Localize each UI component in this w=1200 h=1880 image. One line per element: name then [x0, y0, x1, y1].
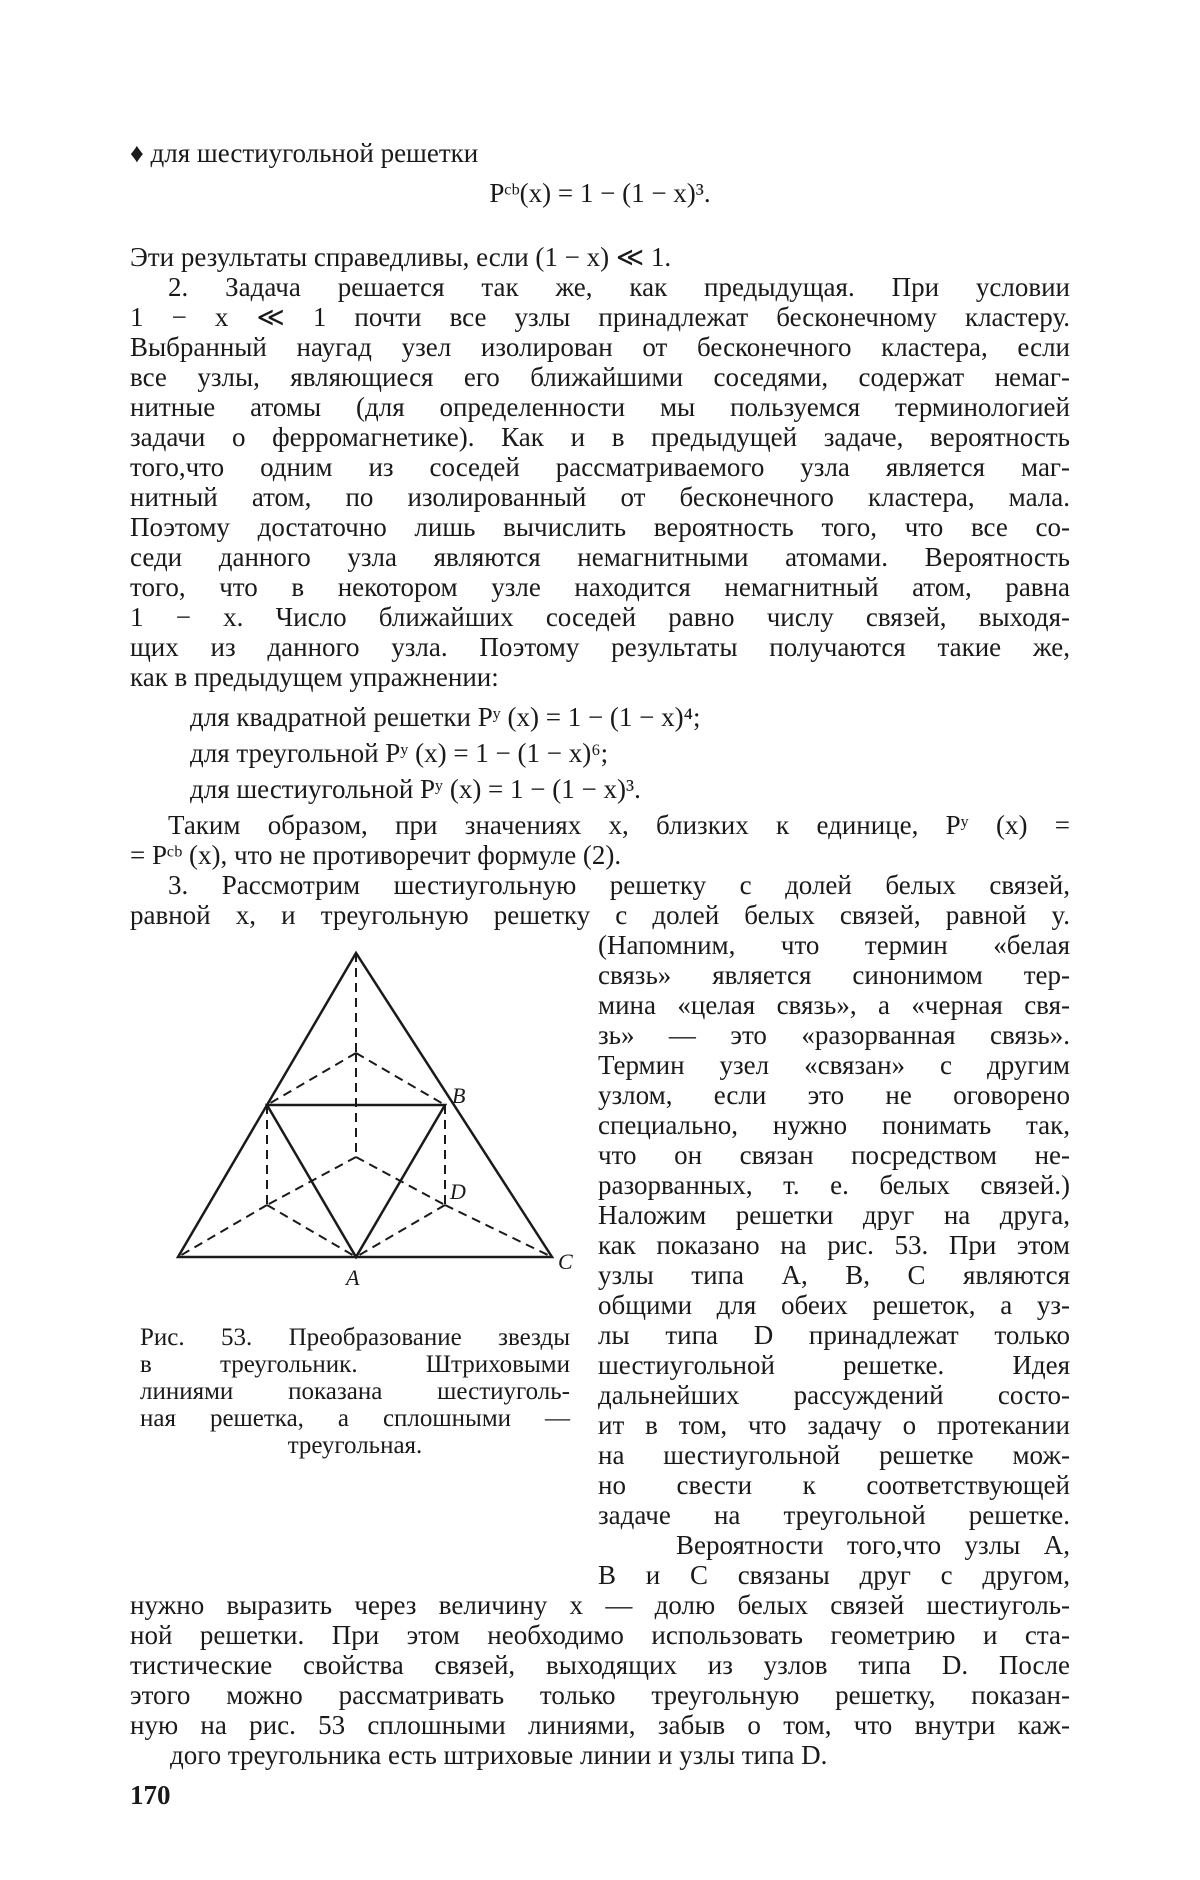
text-line: щих из данного узла. Поэтому результаты получаются такие же,: [130, 632, 1070, 662]
text-line: того, что в некотором узле находится немагнитный атом, равна: [130, 572, 1070, 602]
figure-label-b: B: [452, 1083, 465, 1108]
text-line: что он связан посредством не-: [598, 1140, 1070, 1170]
text-line: Наложим решетки друг на друга,: [598, 1200, 1070, 1230]
figure-53-star-triangle: [160, 905, 580, 1305]
solid-triangular-lattice: [178, 953, 552, 1257]
page-number: 170: [130, 1780, 171, 1811]
text-line: дого треугольника есть штриховые линии и узлы типа D.: [170, 1740, 1070, 1770]
text-line: дальнейших рассуждений состо-: [598, 1380, 1070, 1410]
figure-caption-line: треугольная.: [140, 1432, 570, 1459]
text-line: лы типа D принадлежат только: [598, 1320, 1070, 1350]
text-line: этого можно рассматривать только треугольную решетку, показан-: [130, 1680, 1070, 1710]
text-line: узлы типа A, B, C являются: [598, 1260, 1070, 1290]
text-line: как в предыдущем упражнении:: [130, 662, 1070, 692]
text-line: Эти результаты справедливы, если (1 − x) ≪ 1.: [130, 242, 1070, 272]
text-line: нитные атомы (для определенности мы пользуемся терминологией: [130, 392, 1070, 422]
text-line: связь» является синонимом тер-: [598, 960, 1070, 990]
figure-label-a: A: [344, 1265, 360, 1290]
text-line: = Pᶜᵇ (x), что не противоречит формуле (2).: [130, 840, 1070, 870]
text-line: узлом, если это не оговорено: [598, 1080, 1070, 1110]
text-line: шестиугольной решетке. Идея: [598, 1350, 1070, 1380]
figure-label-c: C: [558, 1249, 573, 1274]
text-line: ной решетки. При этом необходимо использовать геометрию и ста-: [130, 1620, 1070, 1650]
text-line: Таким образом, при значениях x, близких к единице, Pʸ (x) =: [168, 810, 1070, 840]
formula-triangular-site: для треугольной Pʸ (x) = 1 − (1 − x)⁶;: [190, 738, 1070, 768]
text-line: на шестиугольной решетке мож-: [598, 1440, 1070, 1470]
formula-hexagonal-site: для шестиугольной Pʸ (x) = 1 − (1 − x)³.: [190, 774, 1070, 804]
text-line: но свести к соответствующей: [598, 1470, 1070, 1500]
text-line: 3. Рассмотрим шестиугольную решетку с долей белых связей,: [168, 870, 1070, 900]
formula-square-site: для квадратной решетки Pʸ (x) = 1 − (1 − x)⁴;: [190, 702, 1070, 732]
text-line: равной x, и треугольную решетку с долей белых связей, равной y.: [130, 900, 1070, 930]
text-line: специально, нужно понимать так,: [598, 1110, 1070, 1140]
text-line: задаче на треугольной решетке.: [598, 1500, 1070, 1530]
text-line: все узлы, являющиеся его ближайшими соседями, содержат немаг-: [130, 362, 1070, 392]
text-line: разорванных, т. е. белых связей.): [598, 1170, 1070, 1200]
text-line: того,что одним из соседей рассматриваемого узла является маг-: [130, 452, 1070, 482]
figure-caption-line: линиями показана шестиуголь-: [140, 1378, 570, 1405]
text-line: 2. Задача решается так же, как предыдущая. При условии: [168, 272, 1070, 302]
text-line: ную на рис. 53 сплошными линиями, забыв о том, что внутри каж-: [130, 1710, 1070, 1740]
text-line: 1 − x ≪ 1 почти все узлы принадлежат бесконечному кластеру.: [130, 302, 1070, 332]
text-line: 1 − x. Число ближайших соседей равно числу связей, выходя-: [130, 602, 1070, 632]
text-line: как показано на рис. 53. При этом: [598, 1230, 1070, 1260]
figure-caption-line: Рис. 53. Преобразование звезды: [140, 1324, 570, 1351]
book-page: [0, 0, 1200, 1880]
text-line: нитный атом, по изолированный от бесконечного кластера, мала.: [130, 482, 1070, 512]
text-line: нужно выразить через величину x — долю белых связей шестиуголь-: [130, 1590, 1070, 1620]
text-line: Выбранный наугад узел изолирован от бесконечного кластера, если: [130, 332, 1070, 362]
figure-caption-line: в треугольник. Штриховыми: [140, 1351, 570, 1378]
text-line: общими для обеих решеток, а уз-: [598, 1290, 1070, 1320]
text-line: зь» — это «разорванная связь».: [598, 1020, 1070, 1050]
formula-hexagonal-bond: Pᶜᵇ(x) = 1 − (1 − x)³.: [130, 178, 1070, 208]
text-line: Вероятности того,что узлы A,: [676, 1530, 1070, 1560]
figure-label-d: D: [449, 1179, 466, 1204]
text-line: ит в том, что задачу о протекании: [598, 1410, 1070, 1440]
figure-caption-line: ная решетка, а сплошными —: [140, 1405, 570, 1432]
text-line: задачи о ферромагнетике). Как и в предыдущей задаче, вероятность: [130, 422, 1070, 452]
text-line: мина «целая связь», а «черная свя-: [598, 990, 1070, 1020]
text-line: Термин узел «связан» с другим: [598, 1050, 1070, 1080]
text-line: B и C связаны друг с другом,: [598, 1560, 1070, 1590]
text-line: Поэтому достаточно лишь вычислить вероятность того, что все со-: [130, 512, 1070, 542]
inner-triangle: [267, 1105, 445, 1257]
text-line: ♦ для шестиугольной решетки: [130, 138, 1070, 168]
text-line: (Напомним, что термин «белая: [598, 930, 1070, 960]
text-line: седи данного узла являются немагнитными атомами. Вероятность: [130, 542, 1070, 572]
text-line: тистические свойства связей, выходящих из узлов типа D. После: [130, 1650, 1070, 1680]
